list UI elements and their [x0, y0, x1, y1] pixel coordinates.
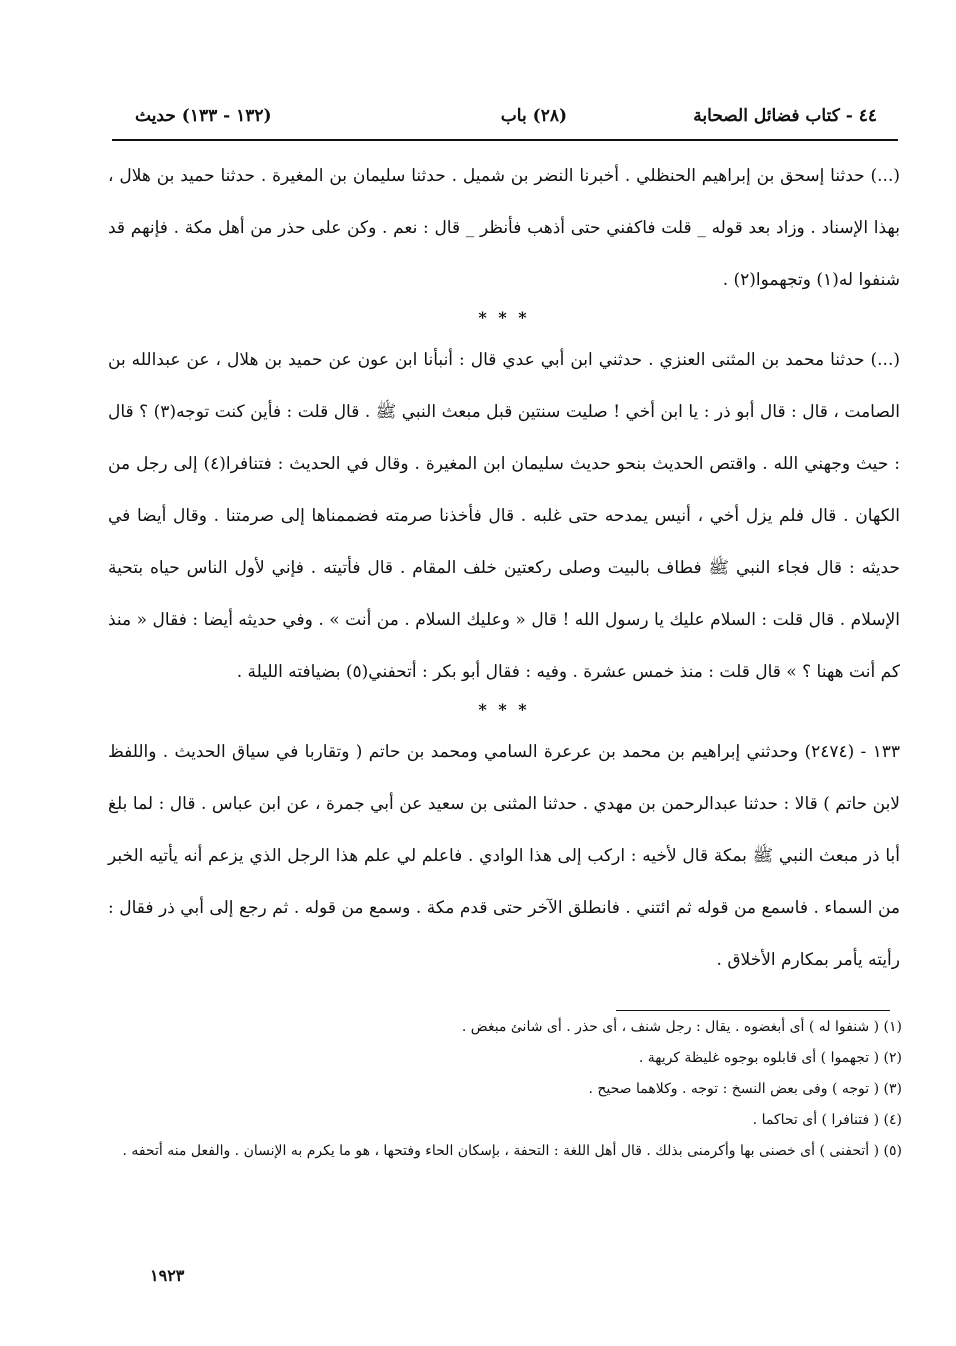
- hadith-paragraph-3: ١٣٣ - (٢٤٧٤) وحدثني إبراهيم بن محمد بن عرعرة السامي ومحمد بن حاتم ( وتقاربا في سياق الحديث . واللفظ لابن حاتم ) قالا : حدثنا عبدالرحمن بن مهدي . حدثنا المثنى بن سعيد عن أبي جمرة ، عن ابن عباس . قال : لما بلغ أبا ذر مبعث النبي ﷺ بمكة قال لأخيه : اركب إلى هذا الوادي . فاعلم لي علم هذا الرجل الذي يزعم أنه يأتيه الخبر من السماء . فاسمع من قوله ثم ائتني . فانطلق الآخر حتى قدم مكة . وسمع من قوله . ثم رجع إلى أبي ذر فقال : رأيته يأمر بمكارم الأخلاق .: [108, 742, 900, 970]
- hadith-paragraph-1: (...) حدثنا إسحق بن إبراهيم الحنظلي . أخبرنا النضر بن شميل . حدثنا سليمان بن المغيرة . حدثنا حميد بن هلال ، بهذا الإسناد . وزاد بعد قوله _ قلت فاكفني حتى أذهب فأنظر _ قال : نعم . وكن على حذر من أهل مكة . فإنهم قد شنفوا له(١) وتجهموا(٢) .: [108, 166, 900, 290]
- footnote-rule: [616, 1010, 890, 1011]
- section-separator-2: * * *: [478, 700, 530, 719]
- footnote-4: (٤) ( فتنافرا ) أى تحاكما .: [752, 1112, 902, 1128]
- footnote-5: (٥) ( أتحفنى ) أى خصنى بها وأكرمنى بذلك . قال أهل اللغة : التحفة ، بإسكان الحاء وفتحها ، هو ما يكرم به الإنسان . والفعل منه أتحفه .: [122, 1143, 902, 1159]
- page-number: ١٩٢٣: [150, 1266, 185, 1285]
- header-rule: [112, 139, 898, 141]
- running-header: [125, 100, 887, 136]
- section-separator-1: * * *: [478, 308, 530, 327]
- hadith-range: (١٣٢ - ١٣٣) حديث: [135, 106, 272, 126]
- hadith-paragraph-2: (...) حدثنا محمد بن المثنى العنزي . حدثني ابن أبي عدي قال : أنبأنا ابن عون عن حميد بن هلال ، عن عبدالله بن الصامت ، قال : قال أبو ذر : يا ابن أخي ! صليت سنتين قبل مبعث النبي ﷺ . قال قلت : فأين كنت توجه(٣) ؟ قال : حيث وجهني الله . واقتص الحديث بنحو حديث سليمان ابن المغيرة . وقال في الحديث : فتنافرا(٤) إلى رجل من الكهان . قال فلم يزل أخي ، أنيس يمدحه حتى غلبه . قال فأخذنا صرمته فضممناها إلى صرمتنا . وقال أيضا في حديثه : قال فجاء النبي ﷺ فطاف بالبيت وصلى ركعتين خلف المقام . قال فأتيته . فإني لأول الناس حياه بتحية الإسلام . قال قلت : السلام عليك يا رسول الله ! قال « وعليك السلام . من أنت » . وفي حديثه أيضا : فقال « منذ كم أنت ههنا ؟ » قال قلت : منذ خمس عشرة . وفيه : فقال أبو بكر : أتحفني(٥) بضيافته الليلة .: [108, 350, 901, 682]
- footnotes: [112, 1012, 902, 1167]
- main-text: [108, 150, 900, 986]
- book-title: ٤٤ - كتاب فضائل الصحابة: [693, 106, 877, 126]
- chapter-number: (٢٨) باب: [500, 106, 567, 126]
- footnote-2: (٢) ( تجهموا ) أى قابلوه بوجوه غليظة كريهة .: [638, 1050, 902, 1066]
- footnote-3: (٣) ( توجه ) وفى بعض النسخ : توجه . وكلاهما صحيح .: [588, 1081, 902, 1097]
- footnote-1: (١) ( شنفوا له ) أى أبغضوه . يقال : رجل شنف ، أى حذر . أى شانئ مبغض .: [461, 1019, 902, 1035]
